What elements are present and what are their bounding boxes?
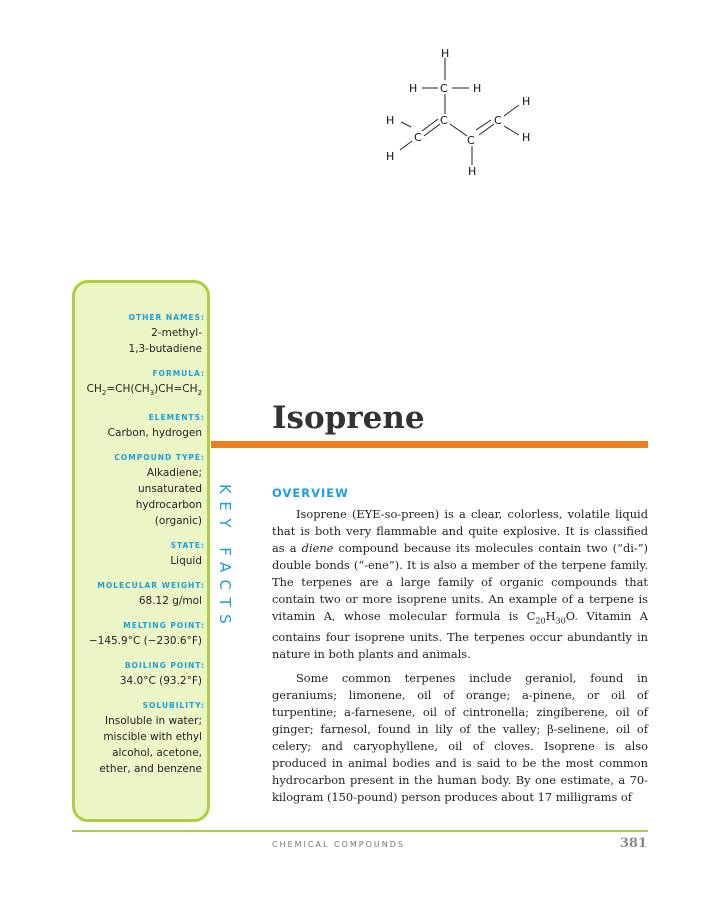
atom-h: H <box>409 82 418 95</box>
paragraph <box>272 506 648 663</box>
subscript: 20 <box>535 616 546 626</box>
section-heading: OVERVIEW <box>272 486 349 500</box>
fact-label: ELEMENTS: <box>148 413 205 423</box>
fact-other-names <box>69 313 205 357</box>
fact-value-line: alcohol, acetone, <box>112 747 202 760</box>
fact-label: SOLUBILITY: <box>142 701 205 711</box>
fact-value-line: Liquid <box>170 555 202 568</box>
title-divider <box>211 441 648 448</box>
formula-part: CH <box>86 383 102 395</box>
atom-h: H <box>468 165 477 178</box>
fact-label: MELTING POINT: <box>123 621 205 631</box>
atom-h: H <box>386 150 395 163</box>
text-run: O. Vitamin A contains four isoprene units. The terpenes occur abundantly in nature in both plants and animals. <box>272 609 649 662</box>
fact-value-line: 34.0°C (93.2°F) <box>119 675 202 688</box>
subscript: 30 <box>555 616 566 626</box>
fact-label: FORMULA: <box>152 369 205 378</box>
fact-value-line: Alkadiene; <box>146 467 202 480</box>
text-run: H <box>545 609 556 623</box>
fact-compound-type <box>69 453 205 529</box>
fact-label: STATE: <box>170 541 205 551</box>
formula-part: )CH=CH <box>154 383 198 395</box>
text-run: Isoprene (EYE-so-preen) is a clear, colorless, volatile liquid that is both very flammable and quite explosive. It is classified as a <box>272 507 648 555</box>
text-run: compound because its molecules contain two (“di-”) double bonds (“-ene”). It is also a member of the terpene family. The terpenes are a large family of organic compounds that contain two or more isoprene units. An example of a terpene is vitamin A, whose molecular formula is C <box>272 541 648 623</box>
key-facts-list <box>69 313 205 789</box>
footer-running-title: CHEMICAL COMPOUNDS <box>272 840 405 849</box>
paragraph: Some common terpenes include geraniol, found in geraniums; limonene, oil of orange; a-pinene, or oil of turpentine; a-farnesene, oil of cintronella; zingiberene, oil of ginger; farnesol, found in lily of the valley; β-selinene, oil of celery; and caryophyllene, oil of cloves. Isoprene is also produced in animal bodies and is said to be the most common hydrocarbon present in the human body. By one estimate, a 70-kilogram (150-pound) person produces about 17 milligrams of <box>272 671 648 805</box>
fact-value-line: Insoluble in water; <box>105 715 202 728</box>
key-facts-box <box>72 280 210 822</box>
formula-value <box>69 381 205 401</box>
formula-subscript: 2 <box>197 389 202 398</box>
atom-h: H <box>441 47 450 60</box>
atom-h: H <box>473 82 482 95</box>
atom-h: H <box>522 131 531 144</box>
fact-boiling-point <box>69 661 205 689</box>
atom-c: C <box>440 82 448 95</box>
formula-subscript: 2 <box>101 389 107 398</box>
footer-divider <box>72 830 648 832</box>
fact-label: BOILING POINT: <box>124 661 205 671</box>
fact-value-line: hydrocarbon <box>135 499 202 512</box>
atom-h: H <box>522 95 531 108</box>
atom-c: C <box>467 134 475 147</box>
fact-label: OTHER NAMES: <box>128 313 205 322</box>
fact-label: COMPOUND TYPE: <box>114 453 205 463</box>
page-number: 381 <box>619 836 647 851</box>
isoprene-structure-diagram <box>380 44 550 184</box>
atom-c: C <box>494 114 502 127</box>
article-body <box>272 506 648 813</box>
formula-subscript: 3 <box>149 389 155 398</box>
fact-value-line: unsaturated <box>138 483 202 496</box>
atom-c: C <box>414 131 422 144</box>
fact-molecular-weight <box>69 581 205 609</box>
fact-value-line: miscible with ethyl <box>103 731 202 744</box>
key-facts-vertical-heading: KEY FACTS <box>216 484 234 632</box>
fact-elements <box>69 413 205 441</box>
fact-label: MOLECULAR WEIGHT: <box>97 581 205 591</box>
page-title: Isoprene <box>272 400 425 436</box>
fact-value-line: 2-methyl- <box>151 327 202 339</box>
fact-solubility <box>69 701 205 777</box>
fact-value-line: 68.12 g/mol <box>138 595 202 608</box>
fact-value-line: Carbon, hydrogen <box>107 427 202 440</box>
atom-c: C <box>440 114 448 127</box>
fact-value-line: (organic) <box>154 515 202 528</box>
fact-value-line: −145.9°C (−230.6°F) <box>88 635 202 648</box>
fact-melting-point <box>69 621 205 649</box>
emphasis: diene <box>301 541 334 555</box>
fact-value-line: ether, and benzene <box>99 763 202 776</box>
fact-value-line: 1,3-butadiene <box>128 343 202 355</box>
formula-part: =CH(CH <box>106 383 150 395</box>
fact-state <box>69 541 205 569</box>
fact-formula <box>69 369 205 401</box>
atom-h: H <box>386 114 395 127</box>
